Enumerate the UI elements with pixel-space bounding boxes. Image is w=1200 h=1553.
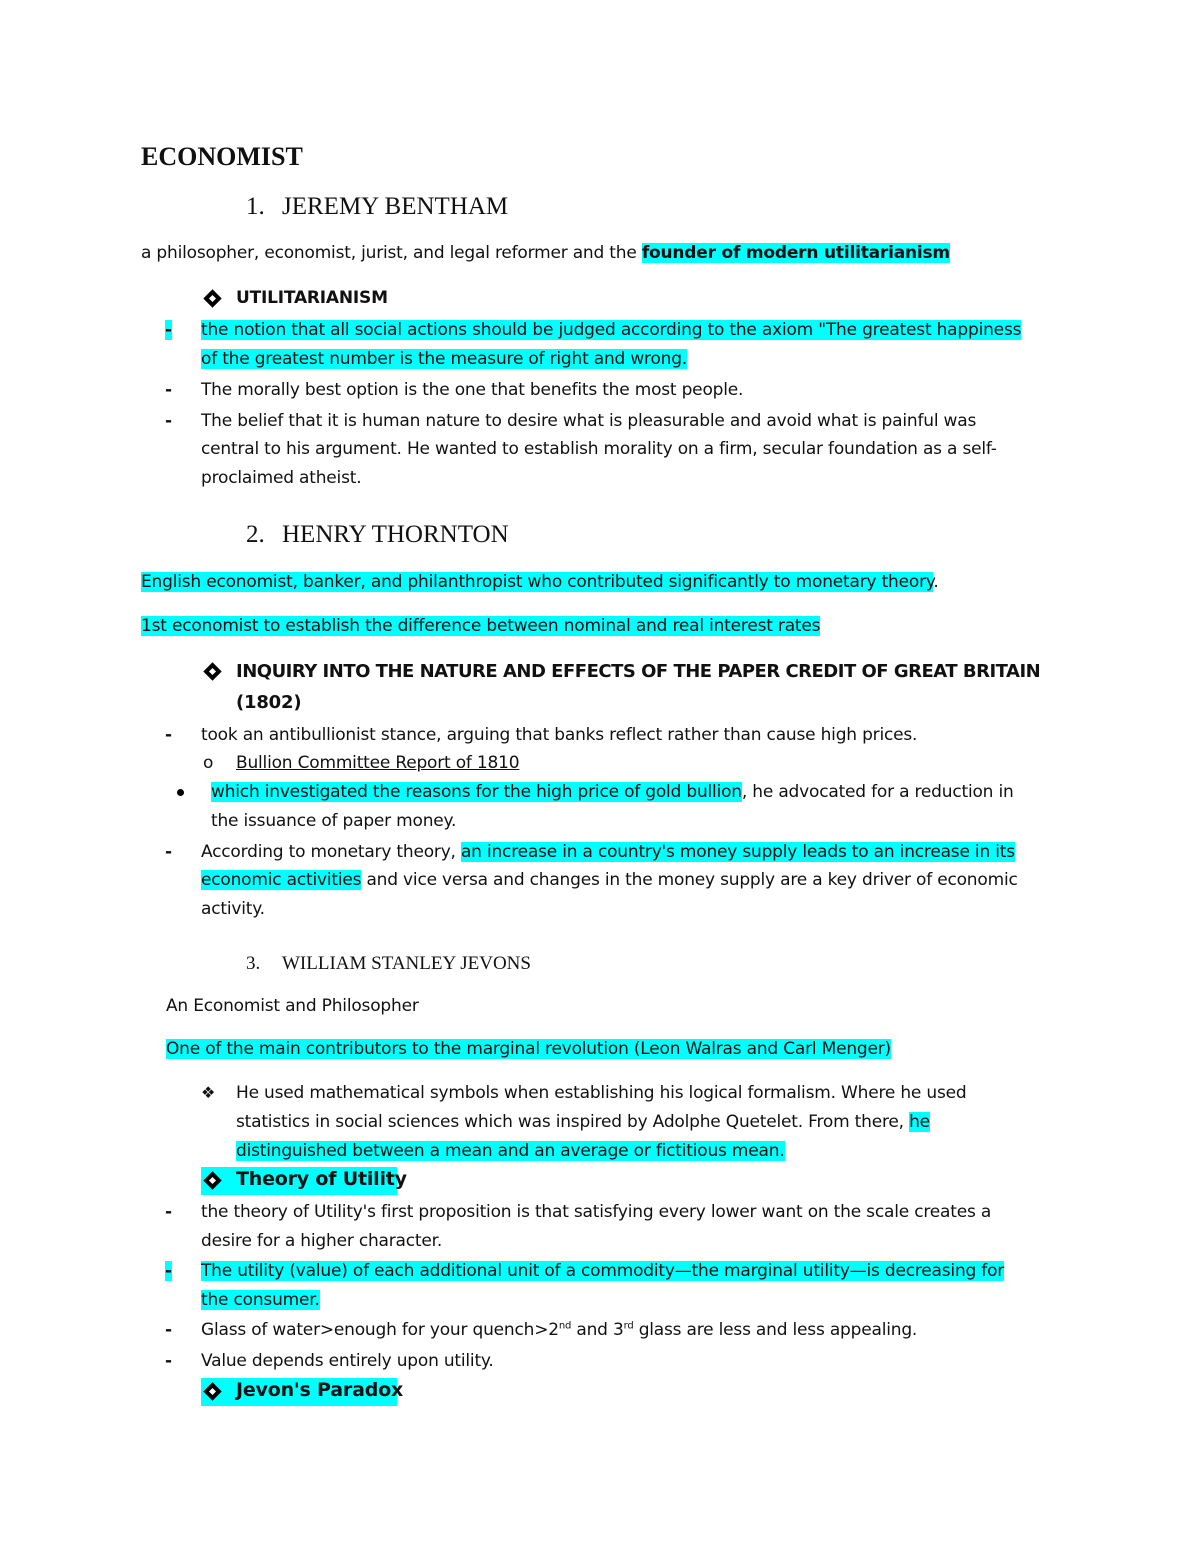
- dash-bullet: -: [165, 1261, 173, 1281]
- utilitarianism-point-3-line-3: proclaimed atheist.: [201, 468, 362, 488]
- circle-marker: o: [203, 753, 214, 773]
- dash-bullet: -: [165, 411, 173, 431]
- paper-credit-point-1: took an antibullionist stance, arguing that banks reflect rather than cause high prices.: [201, 725, 918, 745]
- paper-credit-heading-line-1: INQUIRY INTO THE NATURE AND EFFECTS OF THE PAPER CREDIT OF GREAT BRITAIN: [236, 661, 1041, 682]
- utility-point-2-line-1: The utility (value) of each additional unit of a commodity—the marginal utility—is decreasing for: [201, 1261, 1005, 1281]
- utility-point-1-line-1: the theory of Utility's first proposition is that satisfying every lower want on the scale creates a: [201, 1202, 992, 1222]
- utility-point-4: Value depends entirely upon utility.: [201, 1351, 494, 1371]
- four-diamond-icon: ❖: [201, 1083, 216, 1102]
- section-3-number: 3.: [246, 953, 261, 974]
- utility-point-3: Glass of water>enough for your quench>2nd and 3rd glass are less and less appealing.: [201, 1320, 918, 1340]
- bullion-committee-report: Bullion Committee Report of 1810: [236, 753, 520, 773]
- utilitarianism-point-1-line-1: the notion that all social actions should be judged according to the axiom "The greatest happiness: [201, 320, 1022, 340]
- section-1-number: 1.: [246, 193, 265, 220]
- formalism-line-1: He used mathematical symbols when establishing his logical formalism. Where he used: [236, 1083, 967, 1103]
- dash-bullet: -: [165, 380, 173, 400]
- jevons-paradox-heading: Jevon's Paradox: [236, 1379, 403, 1401]
- monetary-theory-line-2: economic activities and vice versa and changes in the money supply are a key driver of economic: [201, 870, 1018, 890]
- monetary-theory-line-1: According to monetary theory, an increase in a country's money supply leads to an increase in its: [201, 842, 1015, 862]
- bullion-point-line-1: which investigated the reasons for the high price of gold bullion, he advocated for a reduction in: [211, 782, 1014, 802]
- thornton-first-economist: 1st economist to establish the difference between nominal and real interest rates: [141, 616, 821, 636]
- section-1-intro: a philosopher, economist, jurist, and legal reformer and the founder of modern utilitarianism: [141, 243, 950, 263]
- paper-credit-heading-line-2: (1802): [236, 692, 302, 713]
- utilitarianism-heading: UTILITARIANISM: [236, 288, 388, 308]
- dot-bullet: [177, 789, 184, 796]
- utilitarianism-point-1-line-2: of the greatest number is the measure of right and wrong.: [201, 349, 688, 369]
- formalism-line-3: distinguished between a mean and an average or fictitious mean.: [236, 1141, 785, 1161]
- utilitarianism-point-2: The morally best option is the one that benefits the most people.: [201, 380, 744, 400]
- section-2-heading: HENRY THORNTON: [282, 521, 509, 548]
- utility-point-2-line-2: the consumer.: [201, 1290, 320, 1310]
- dash-bullet: -: [165, 320, 173, 340]
- dash-bullet: -: [165, 1202, 173, 1222]
- page-title: ECONOMIST: [141, 142, 303, 171]
- utilitarianism-point-3-line-1: The belief that it is human nature to desire what is pleasurable and avoid what is painful was: [201, 411, 977, 431]
- section-2-number: 2.: [246, 521, 265, 548]
- diamond-icon: [203, 662, 221, 680]
- theory-of-utility-heading: Theory of Utility: [236, 1168, 407, 1190]
- dash-bullet: -: [165, 842, 173, 862]
- section-1-heading: JEREMY BENTHAM: [282, 193, 509, 220]
- dash-bullet: -: [165, 1351, 173, 1371]
- utilitarianism-point-3-line-2: central to his argument. He wanted to establish morality on a firm, secular foundation as a self-: [201, 439, 997, 459]
- thornton-intro: English economist, banker, and philanthropist who contributed significantly to monetary theory.: [141, 572, 939, 592]
- section-3-heading: WILLIAM STANLEY JEVONS: [282, 953, 531, 974]
- dash-bullet: -: [165, 1320, 173, 1340]
- dash-bullet: -: [165, 725, 173, 745]
- diamond-icon: [203, 289, 221, 307]
- monetary-theory-line-3: activity.: [201, 899, 265, 919]
- bullion-point-line-2: the issuance of paper money.: [211, 811, 457, 831]
- marginal-revolution: One of the main contributors to the marginal revolution (Leon Walras and Carl Menger): [166, 1039, 891, 1059]
- jevons-intro: An Economist and Philosopher: [166, 996, 419, 1016]
- formalism-line-2: statistics in social sciences which was inspired by Adolphe Quetelet. From there, he: [236, 1112, 930, 1132]
- utility-point-1-line-2: desire for a higher character.: [201, 1231, 443, 1251]
